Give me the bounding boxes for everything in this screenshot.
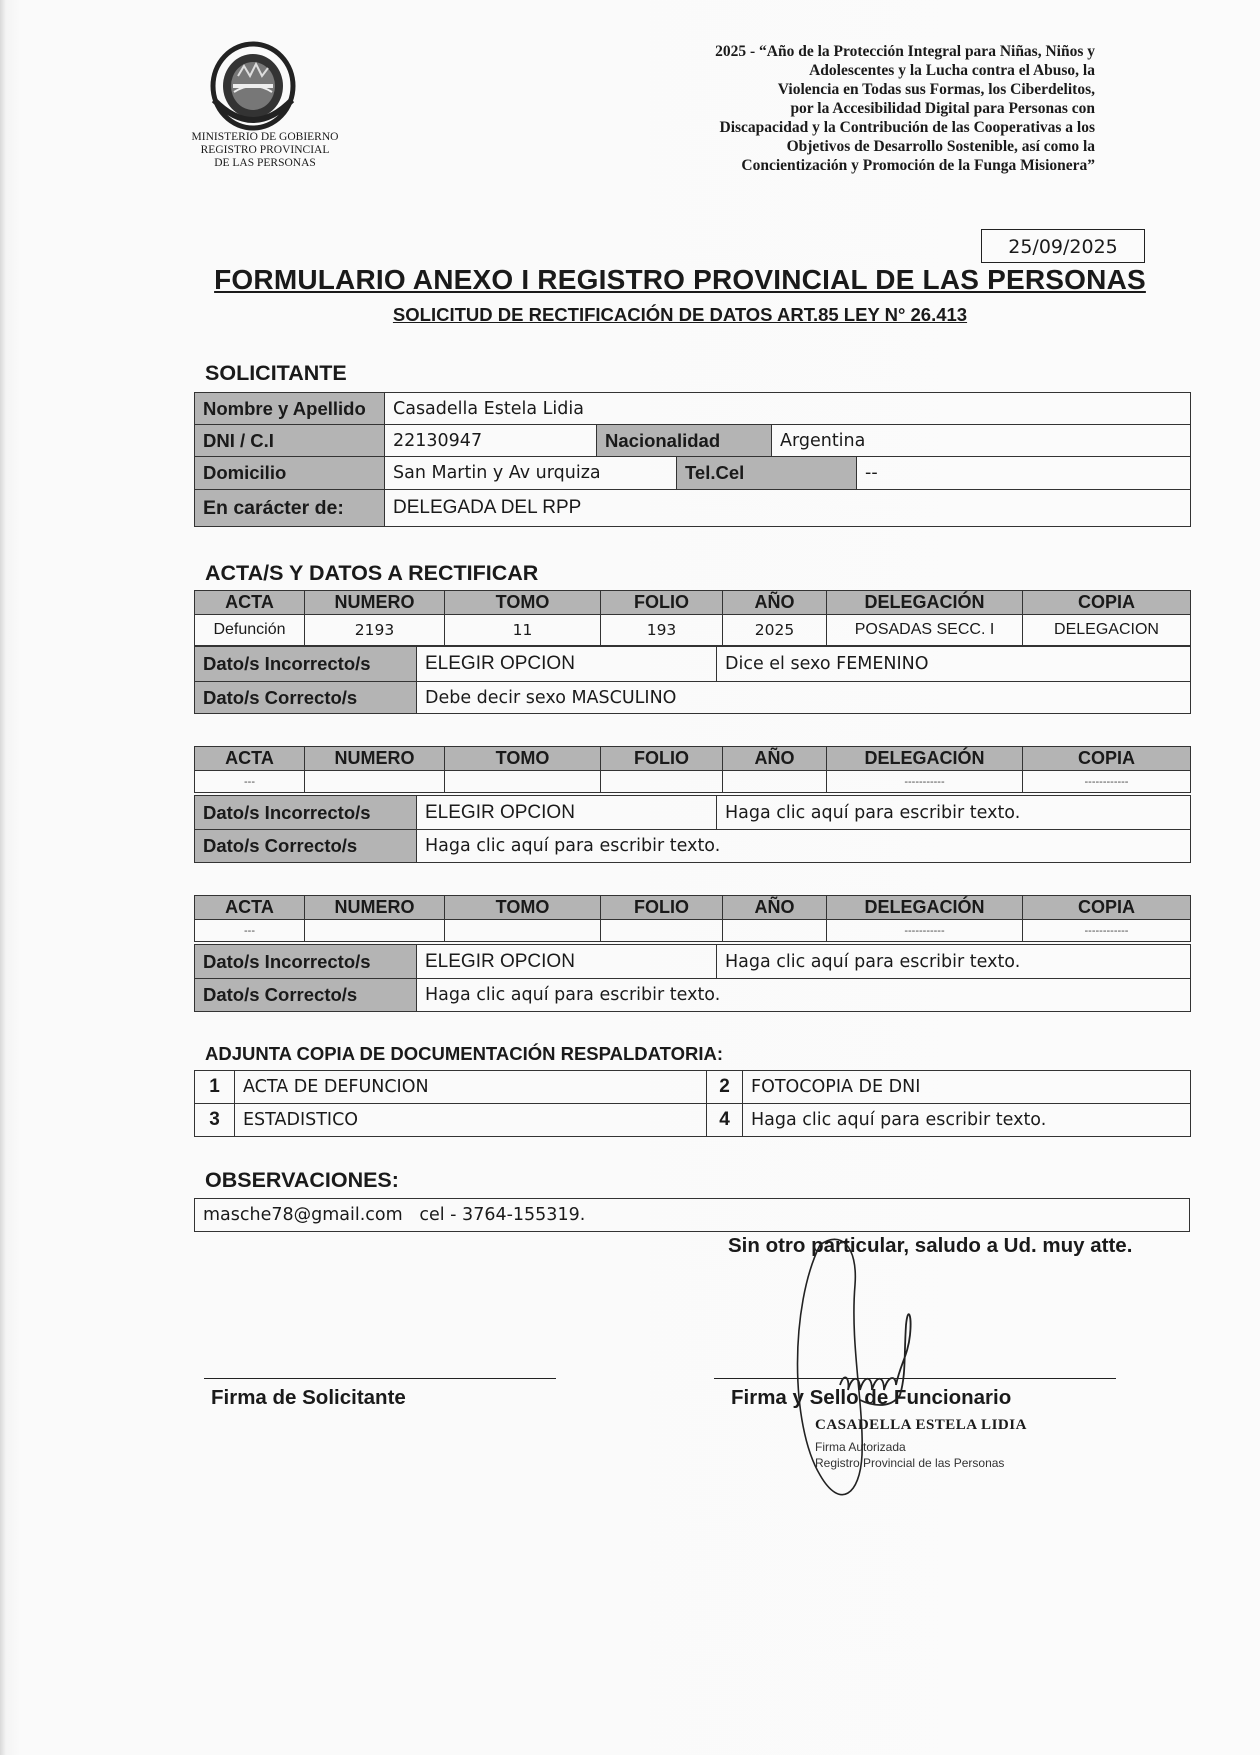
ministry-line: REGISTRO PROVINCIAL xyxy=(200,144,330,156)
col-copia: COPIA xyxy=(1023,896,1191,920)
domicilio-label: Domicilio xyxy=(195,457,385,490)
col-tomo: TOMO xyxy=(445,747,601,771)
adjunta-table xyxy=(194,1070,1191,1137)
col-anio: AÑO xyxy=(723,896,827,920)
correcto-label: Dato/s Correcto/s xyxy=(195,830,417,863)
stamp-line-authorized: Firma Autorizada xyxy=(815,1440,906,1454)
tomo-field[interactable] xyxy=(445,920,601,942)
col-anio: AÑO xyxy=(723,747,827,771)
section-observaciones-heading: OBSERVACIONES: xyxy=(205,1168,399,1192)
telcel-label: Tel.Cel xyxy=(677,457,857,490)
date-field[interactable]: 25/09/2025 xyxy=(981,229,1145,263)
ministry-block xyxy=(170,131,360,170)
form-subtitle: SOLICITUD DE RECTIFICACIÓN DE DATOS ART.85 LEY N° 26.413 xyxy=(392,304,968,325)
adjunta-number: 1 xyxy=(195,1071,235,1104)
motto-line: Concientización y Promoción de la Funga Misionera” xyxy=(741,157,1095,174)
col-folio: FOLIO xyxy=(601,896,723,920)
nacionalidad-field[interactable]: Argentina xyxy=(772,425,1191,457)
acta-type-select[interactable]: Defunción xyxy=(195,615,305,646)
ministry-line: MINISTERIO DE GOBIERNO xyxy=(191,131,339,143)
acta-detail-table-3 xyxy=(194,944,1191,1012)
solicitante-table xyxy=(194,392,1191,527)
incorrecto-field[interactable]: Haga clic aquí para escribir texto. xyxy=(717,945,1191,979)
section-solicitante-heading: SOLICITANTE xyxy=(205,361,347,385)
numero-field[interactable] xyxy=(305,771,445,793)
col-copia: COPIA xyxy=(1023,747,1191,771)
acta-table-3 xyxy=(194,895,1191,942)
copia-select[interactable]: ------------ xyxy=(1023,920,1191,942)
col-folio: FOLIO xyxy=(601,747,723,771)
nacionalidad-label: Nacionalidad xyxy=(597,425,772,457)
adjunta-item-field[interactable]: ACTA DE DEFUNCION xyxy=(235,1071,707,1104)
correcto-field[interactable]: Haga clic aquí para escribir texto. xyxy=(417,979,1191,1012)
motto-line: Adolescentes y la Lucha contra el Abuso, la xyxy=(809,62,1095,79)
domicilio-field[interactable]: San Martin y Av urquiza xyxy=(385,457,677,490)
motto-line: 2025 - “Año de la Protección Integral para Niñas, Niños y xyxy=(715,43,1095,60)
col-delegacion: DELEGACIÓN xyxy=(827,896,1023,920)
motto-line: Discapacidad y la Contribución de las Cooperativas a los xyxy=(719,119,1095,136)
tomo-field[interactable]: 11 xyxy=(445,615,601,646)
copia-select[interactable]: DELEGACION xyxy=(1023,615,1191,646)
incorrecto-field[interactable]: Haga clic aquí para escribir texto. xyxy=(717,796,1191,830)
signature-line-solicitante xyxy=(204,1378,556,1379)
tomo-field[interactable] xyxy=(445,771,601,793)
col-numero: NUMERO xyxy=(305,591,445,615)
opcion-select[interactable]: ELEGIR OPCION xyxy=(417,796,717,830)
correcto-label: Dato/s Correcto/s xyxy=(195,979,417,1012)
correcto-field[interactable]: Debe decir sexo MASCULINO xyxy=(417,682,1191,714)
adjunta-item-field[interactable]: FOTOCOPIA DE DNI xyxy=(743,1071,1191,1104)
adjunta-number: 2 xyxy=(707,1071,743,1104)
acta-table-1 xyxy=(194,590,1191,646)
col-tomo: TOMO xyxy=(445,591,601,615)
copia-select[interactable]: ------------ xyxy=(1023,771,1191,793)
firma-funcionario-label: Firma y Sello de Funcionario xyxy=(731,1386,1012,1409)
correcto-label: Dato/s Correcto/s xyxy=(195,682,417,714)
opcion-select[interactable]: ELEGIR OPCION xyxy=(417,945,717,979)
telcel-field[interactable]: -- xyxy=(857,457,1191,490)
section-adjunta-heading: ADJUNTA COPIA DE DOCUMENTACIÓN RESPALDATORIA: xyxy=(205,1043,723,1064)
opcion-select[interactable]: ELEGIR OPCION xyxy=(417,647,717,682)
col-numero: NUMERO xyxy=(305,896,445,920)
delegacion-select[interactable]: ----------- xyxy=(827,771,1023,793)
col-copia: COPIA xyxy=(1023,591,1191,615)
adjunta-number: 4 xyxy=(707,1104,743,1137)
col-numero: NUMERO xyxy=(305,747,445,771)
firma-solicitante-label: Firma de Solicitante xyxy=(211,1386,406,1409)
adjunta-item-field[interactable]: ESTADISTICO xyxy=(235,1104,707,1137)
numero-field[interactable]: 2193 xyxy=(305,615,445,646)
nombre-label: Nombre y Apellido xyxy=(195,393,385,425)
col-acta: ACTA xyxy=(195,591,305,615)
numero-field[interactable] xyxy=(305,920,445,942)
anio-field[interactable] xyxy=(723,771,827,793)
caracter-label: En carácter de: xyxy=(195,490,385,527)
province-seal-icon xyxy=(208,40,298,132)
closing-text: Sin otro particular, saludo a Ud. muy atte. xyxy=(728,1234,1133,1257)
observaciones-field[interactable]: masche78@gmail.com cel - 3764-155319. xyxy=(195,1199,1190,1232)
col-tomo: TOMO xyxy=(445,896,601,920)
folio-field[interactable] xyxy=(601,920,723,942)
stamp-line-registry: Registro Provincial de las Personas xyxy=(815,1456,1005,1470)
col-anio: AÑO xyxy=(723,591,827,615)
col-acta: ACTA xyxy=(195,896,305,920)
acta-detail-table-2 xyxy=(194,795,1191,863)
year-motto xyxy=(560,42,1095,175)
correcto-field[interactable]: Haga clic aquí para escribir texto. xyxy=(417,830,1191,863)
folio-field[interactable]: 193 xyxy=(601,615,723,646)
incorrecto-label: Dato/s Incorrecto/s xyxy=(195,945,417,979)
form-title: FORMULARIO ANEXO I REGISTRO PROVINCIAL DE LAS PERSONAS xyxy=(214,264,1146,295)
acta-detail-table-1 xyxy=(194,646,1191,714)
anio-field[interactable]: 2025 xyxy=(723,615,827,646)
dni-label: DNI / C.I xyxy=(195,425,385,457)
col-delegacion: DELEGACIÓN xyxy=(827,591,1023,615)
motto-line: por la Accesibilidad Digital para Personas con xyxy=(790,100,1095,117)
motto-line: Objetivos de Desarrollo Sostenible, así como la xyxy=(786,138,1095,155)
caracter-field[interactable]: DELEGADA DEL RPP xyxy=(385,490,1191,527)
ministry-line: DE LAS PERSONAS xyxy=(214,157,316,169)
dni-field[interactable]: 22130947 xyxy=(385,425,597,457)
col-acta: ACTA xyxy=(195,747,305,771)
observaciones-table xyxy=(194,1198,1190,1232)
adjunta-item-field[interactable]: Haga clic aquí para escribir texto. xyxy=(743,1104,1191,1137)
acta-type-select[interactable]: --- xyxy=(195,920,305,942)
incorrecto-field[interactable]: Dice el sexo FEMENINO xyxy=(717,647,1191,682)
motto-line: Violencia en Todas sus Formas, los Ciberdelitos, xyxy=(777,81,1095,98)
acta-type-select[interactable]: --- xyxy=(195,771,305,793)
delegacion-select[interactable]: POSADAS SECC. I xyxy=(827,615,1023,646)
col-delegacion: DELEGACIÓN xyxy=(827,747,1023,771)
folio-field[interactable] xyxy=(601,771,723,793)
incorrecto-label: Dato/s Incorrecto/s xyxy=(195,796,417,830)
delegacion-select[interactable]: ----------- xyxy=(827,920,1023,942)
adjunta-number: 3 xyxy=(195,1104,235,1137)
anio-field[interactable] xyxy=(723,920,827,942)
incorrecto-label: Dato/s Incorrecto/s xyxy=(195,647,417,682)
section-actas-heading: ACTA/S Y DATOS A RECTIFICAR xyxy=(205,561,539,585)
col-folio: FOLIO xyxy=(601,591,723,615)
acta-table-2 xyxy=(194,746,1191,793)
stamp-name: CASADELLA ESTELA LIDIA xyxy=(815,1417,1027,1433)
nombre-field[interactable]: Casadella Estela Lidia xyxy=(385,393,1191,425)
